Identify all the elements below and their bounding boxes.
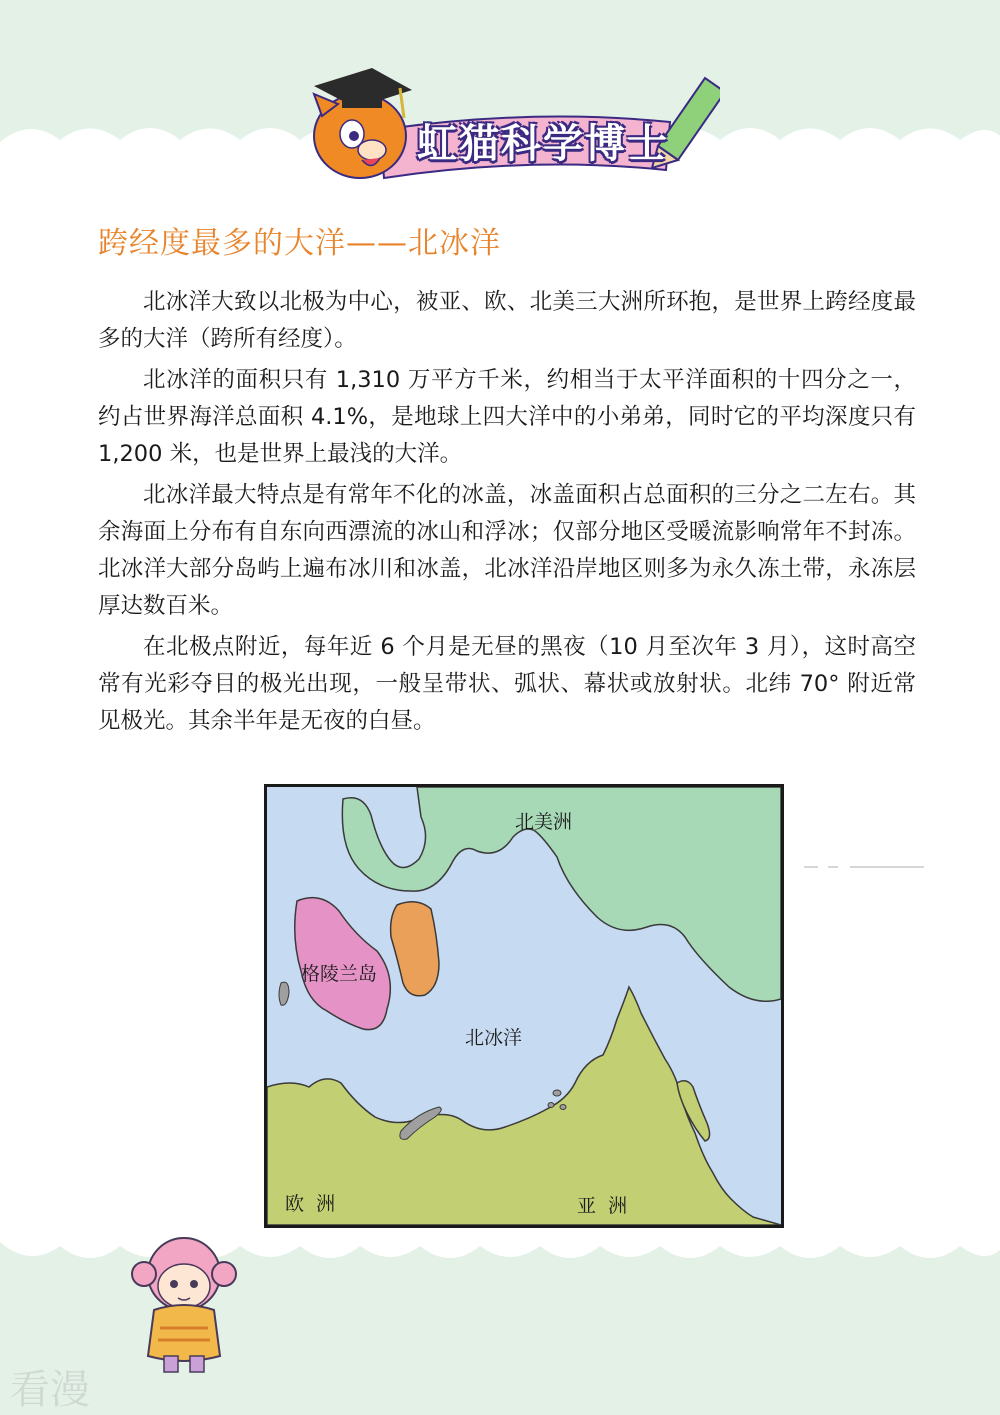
arctic-map (264, 784, 784, 1228)
logo (300, 38, 720, 198)
article-paragraph: 北冰洋大致以北极为中心，被亚、欧、北美三大洲所环抱，是世界上跨经度最多的大洋（跨所有经度）。 (98, 289, 916, 352)
small-island (548, 1103, 554, 1108)
eurasia-landmass (267, 987, 781, 1225)
article-paragraph: 北冰洋的面积只有 1,310 万平方千米，约相当于太平洋面积的十四分之一，约占世界海洋总面积 4.1%，是地球上四大洋中的小弟弟，同时它的平均深度只有 1,200 米，也是世界上最浅的大洋。 (98, 367, 916, 467)
article-body (98, 284, 916, 744)
orange-island (391, 902, 439, 996)
logo-banner-text: 虹猫科学博士 (417, 121, 669, 167)
small-island (560, 1105, 566, 1110)
small-island (279, 982, 289, 1005)
small-island (553, 1090, 561, 1096)
girl-mascot-icon (128, 1228, 238, 1378)
article-heading: 跨经度最多的大洋——北冰洋 (98, 226, 501, 261)
label-greenland: 格陵兰岛 (301, 963, 378, 985)
article-paragraph: 北冰洋最大特点是有常年不化的冰盖，冰盖面积占总面积的三分之二左右。其余海面上分布有自东向西漂流的冰山和浮冰；仅部分地区受暖流影响常年不封冻。北冰洋大部分岛屿上遍布冰川和冰盖，北冰洋沿岸地区则多为永久冻土带，永冻层厚达数百米。 (98, 482, 916, 619)
side-dots (804, 862, 924, 872)
article-paragraph: 在北极点附近，每年近 6 个月是无昼的黑夜（10 月至次年 3 月），这时高空常有光彩夺目的极光出现，一般呈带状、弧状、幕状或放射状。北纬 70° 附近常见极光。其余半年是无夜的白昼。 (98, 634, 916, 734)
label-arctic-ocean: 北冰洋 (465, 1027, 523, 1049)
label-asia: 亚 洲 (577, 1195, 628, 1217)
label-europe: 欧 洲 (285, 1193, 336, 1215)
watermark: 看漫 (10, 1367, 90, 1413)
label-north-america: 北美洲 (515, 811, 573, 833)
